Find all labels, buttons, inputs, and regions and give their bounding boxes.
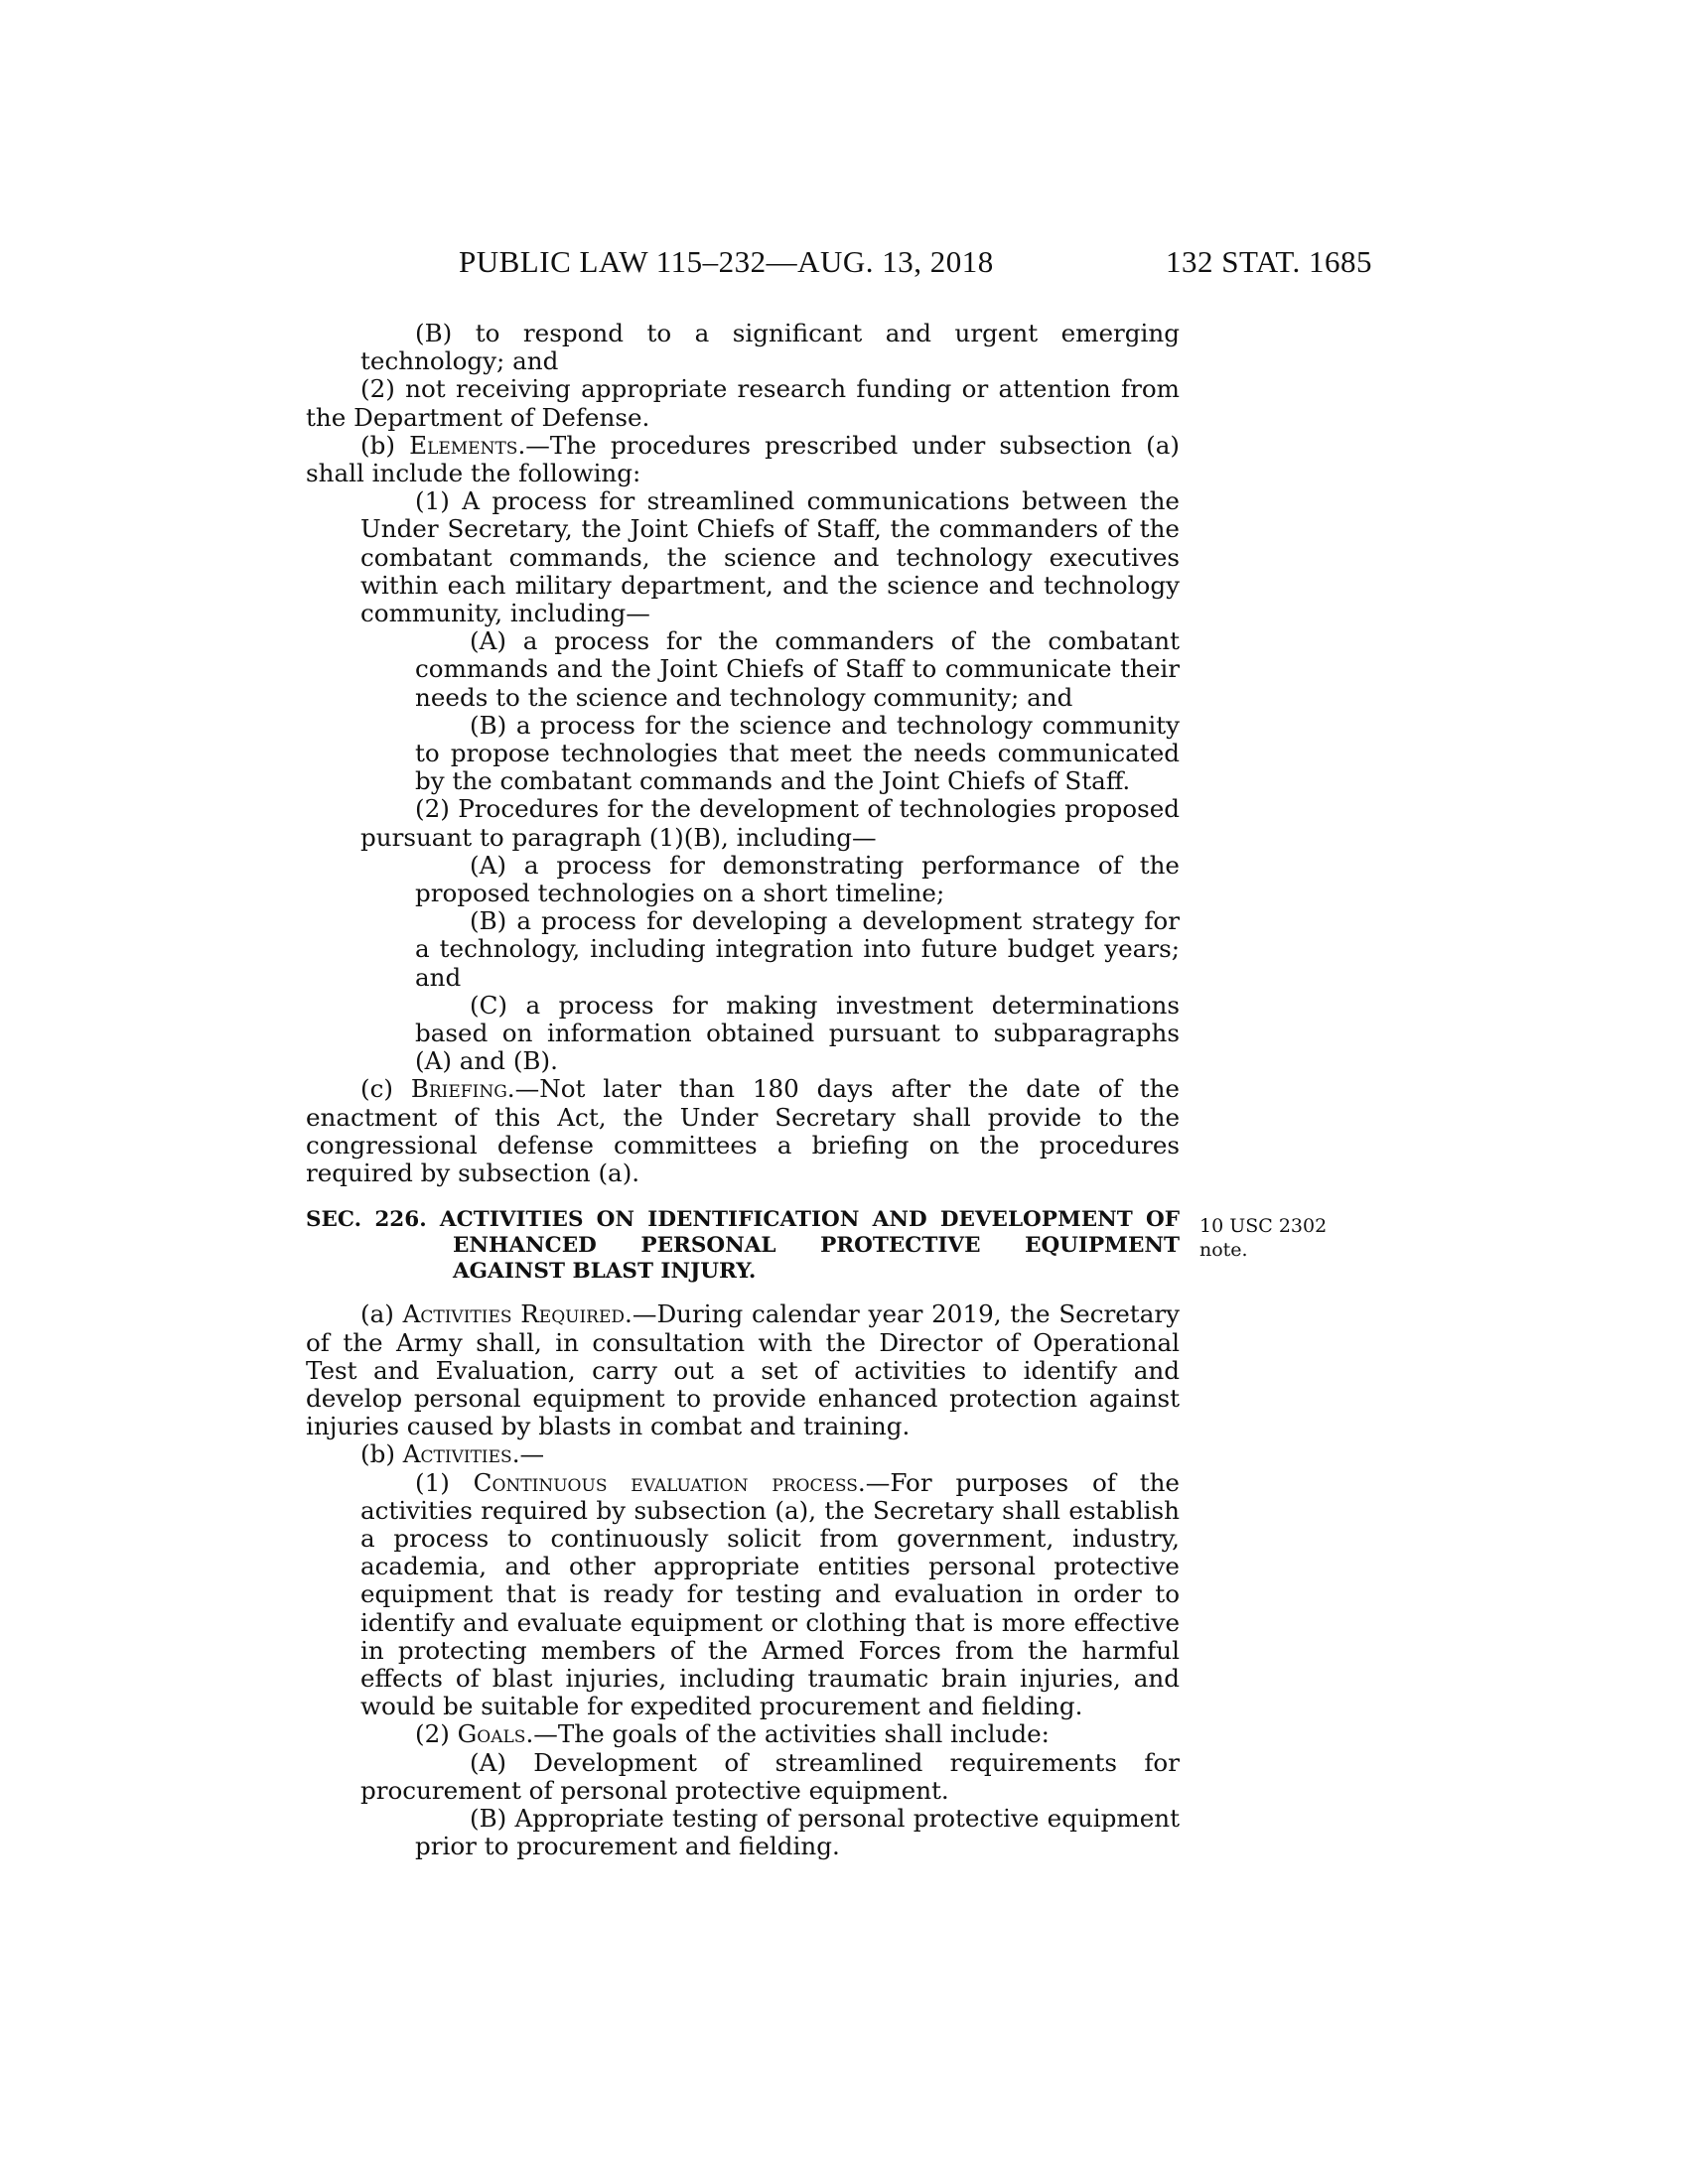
subparagraph: (B) a process for the science and technology community to propose technologies that meet the needs communicated by the combatant commands and the Joint Chiefs of Staff.: [415, 710, 1180, 796]
paragraph: (2) not receiving appropriate research funding or attention from the Department of Defense.: [306, 374, 1180, 432]
subsection-b: (b) Elements.—The procedures prescribed under subsection (a) shall include the following:: [306, 430, 1180, 488]
paragraph: (2) Goals.—The goals of the activities shall include:: [415, 1719, 1050, 1749]
law-title: PUBLIC LAW 115–232—AUG. 13, 2018: [459, 244, 994, 279]
paragraph: (1) A process for streamlined communications between the Under Secretary, the Joint Chiefs of Staff, the commanders of the combatant commands, the science and technology executives within each military department, and the science and technology community, including—: [360, 486, 1180, 628]
document-body: [306, 320, 1180, 1860]
statute-page-number: 132 STAT. 1685: [1165, 244, 1372, 279]
paragraph: (1) Continuous evaluation process.—For purposes of the activities required by subsection (a), the Secretary shall establish a process to continuously solicit from government, industry, academia, and other appropriate entities personal protective equipment that is ready for testing and evaluation in order to identify and evaluate equipment or clothing that is more effective in protecting members of the Armed Forces from the harmful effects of blast injuries, including traumatic brain injuries, and would be suitable for expedited procurement and fielding.: [360, 1467, 1180, 1721]
paragraph: (2) Procedures for the development of technologies proposed pursuant to paragraph (1)(B), including—: [360, 794, 1180, 852]
running-header: [459, 244, 1372, 288]
subsection-heading: Activities Required: [402, 1299, 626, 1329]
subparagraph: (A) Development of streamlined requirements for procurement of personal protective equipment.: [360, 1747, 1180, 1805]
subparagraph: (A) a process for the commanders of the combatant commands and the Joint Chiefs of Staff to communicate their needs to the science and technology community; and: [415, 626, 1180, 712]
subparagraph: (A) a process for demonstrating performance of the proposed technologies on a short timeline;: [415, 850, 1180, 908]
margin-citation-note: 10 USC 2302 note.: [1199, 1215, 1328, 1261]
paragraph-heading: Goals: [457, 1719, 526, 1749]
subparagraph: (B) Appropriate testing of personal protective equipment prior to procurement and fielding.: [415, 1803, 1180, 1861]
subsection-heading: Activities: [402, 1439, 512, 1469]
subparagraph: (C) a process for making investment determinations based on information obtained pursuant to subparagraphs (A) and (B).: [415, 990, 1180, 1076]
paragraph-heading: Continuous evaluation process: [473, 1467, 858, 1497]
subsection-heading: Briefing: [410, 1074, 507, 1104]
subparagraph: (B) a process for developing a development strategy for a technology, including integration into future budget years; and: [415, 906, 1180, 992]
section-heading: SEC. 226. ACTIVITIES ON IDENTIFICATION AND DEVELOPMENT OF ENHANCED PERSONAL PROTECTIVE EQUIPMENT AGAINST BLAST INJURY.: [306, 1207, 1180, 1285]
subsection-c: (c) Briefing.—Not later than 180 days after the date of the enactment of this Act, the Under Secretary shall provide to the congressional defense committees a briefing on the procedures required by subsection (a).: [306, 1074, 1180, 1188]
subsection-b: (b) Activities.—: [360, 1439, 545, 1469]
subsection-a: (a) Activities Required.—During calendar year 2019, the Secretary of the Army shall, in consultation with the Director of Operational Test and Evaluation, carry out a set of activities to identify and develop personal equipment to provide enhanced protection against injuries caused by blasts in combat and training.: [306, 1299, 1181, 1441]
subsection-heading: Elements: [409, 430, 518, 460]
paragraph: (B) to respond to a significant and urgent emerging technology; and: [360, 319, 1180, 376]
